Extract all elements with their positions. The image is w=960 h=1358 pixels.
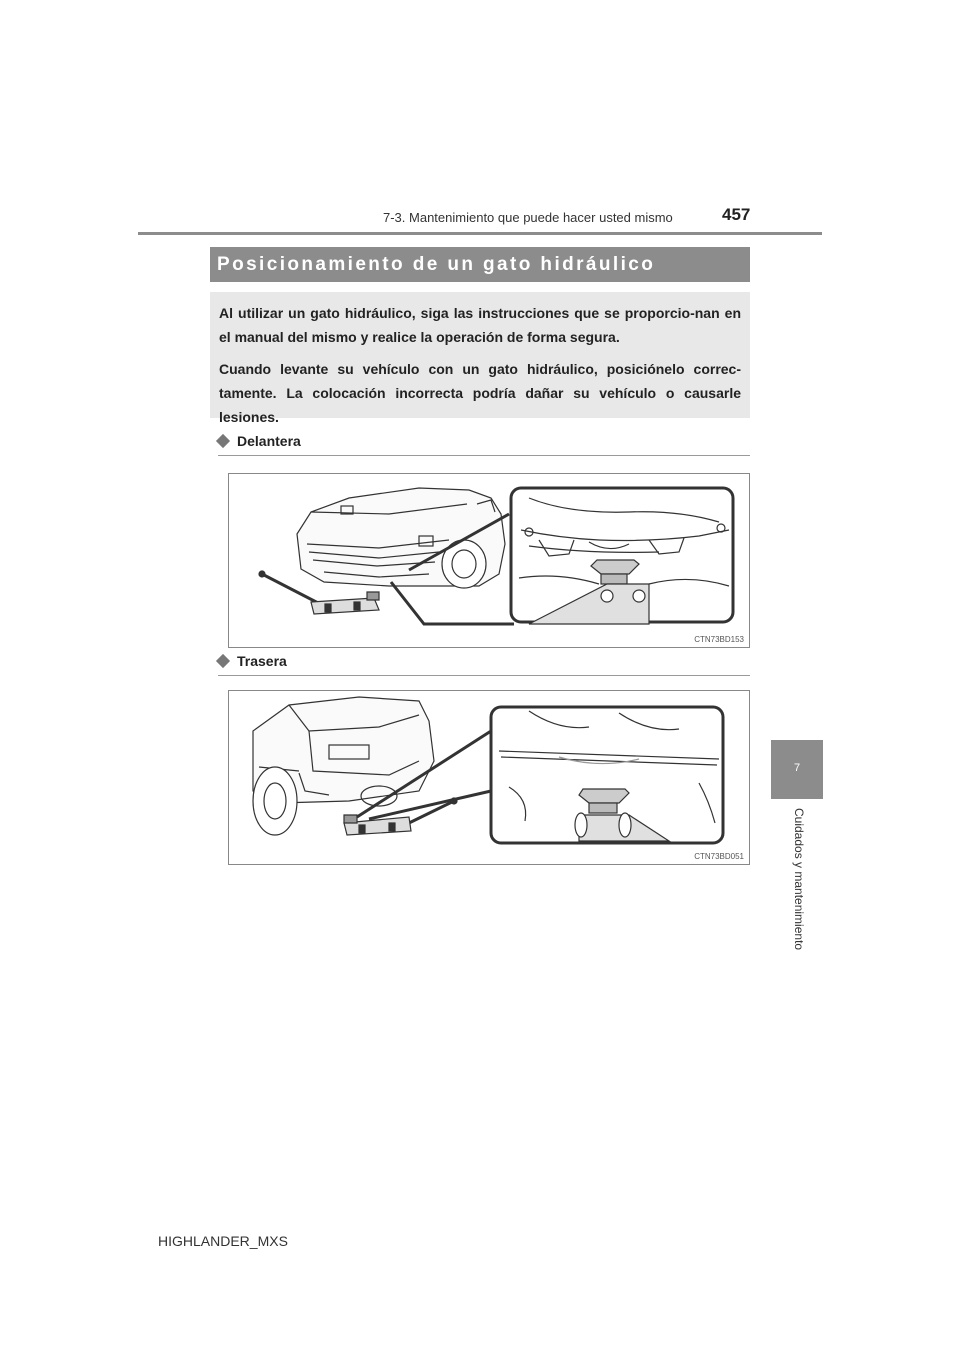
intro-paragraph-1: Al utilizar un gato hidráulico, siga las instrucciones que se proporcio-nan en el manual del mismo y realice la operación de forma segura. [219, 305, 741, 345]
subheading-front [218, 433, 301, 449]
subheading-front-rule [218, 455, 750, 456]
subheading-rear-label: Trasera [237, 653, 287, 669]
front-jack-illustration [228, 473, 750, 648]
page-number: 457 [722, 205, 751, 224]
intro-box [210, 292, 750, 425]
chapter-tab [771, 740, 823, 799]
header-rule [138, 232, 822, 235]
subheading-rear-rule [218, 675, 750, 676]
header-section-title: 7-3. Mantenimiento que puede hacer usted mismo [383, 210, 673, 225]
chapter-title: Cuidados y mantenimiento [792, 808, 806, 951]
figure-code-front: CTN73BD153 [694, 635, 744, 644]
subheading-rear [218, 653, 287, 669]
diamond-bullet-icon [216, 654, 230, 668]
footer-model: HIGHLANDER_MXS [158, 1233, 288, 1249]
diamond-bullet-icon [216, 434, 230, 448]
section-title-bar [210, 247, 750, 282]
figure-code-rear: CTN73BD051 [694, 852, 744, 861]
chapter-number: 7 [793, 762, 801, 774]
section-title: Posicionamiento de un gato hidráulico [217, 254, 656, 275]
subheading-front-label: Delantera [237, 433, 301, 449]
rear-jack-illustration [228, 690, 750, 865]
intro-paragraph-2: Cuando levante su vehículo con un gato hidráulico, posiciónelo correc-tamente. La colocación incorrecta podría dañar su vehículo o causarle lesiones. [219, 361, 741, 425]
